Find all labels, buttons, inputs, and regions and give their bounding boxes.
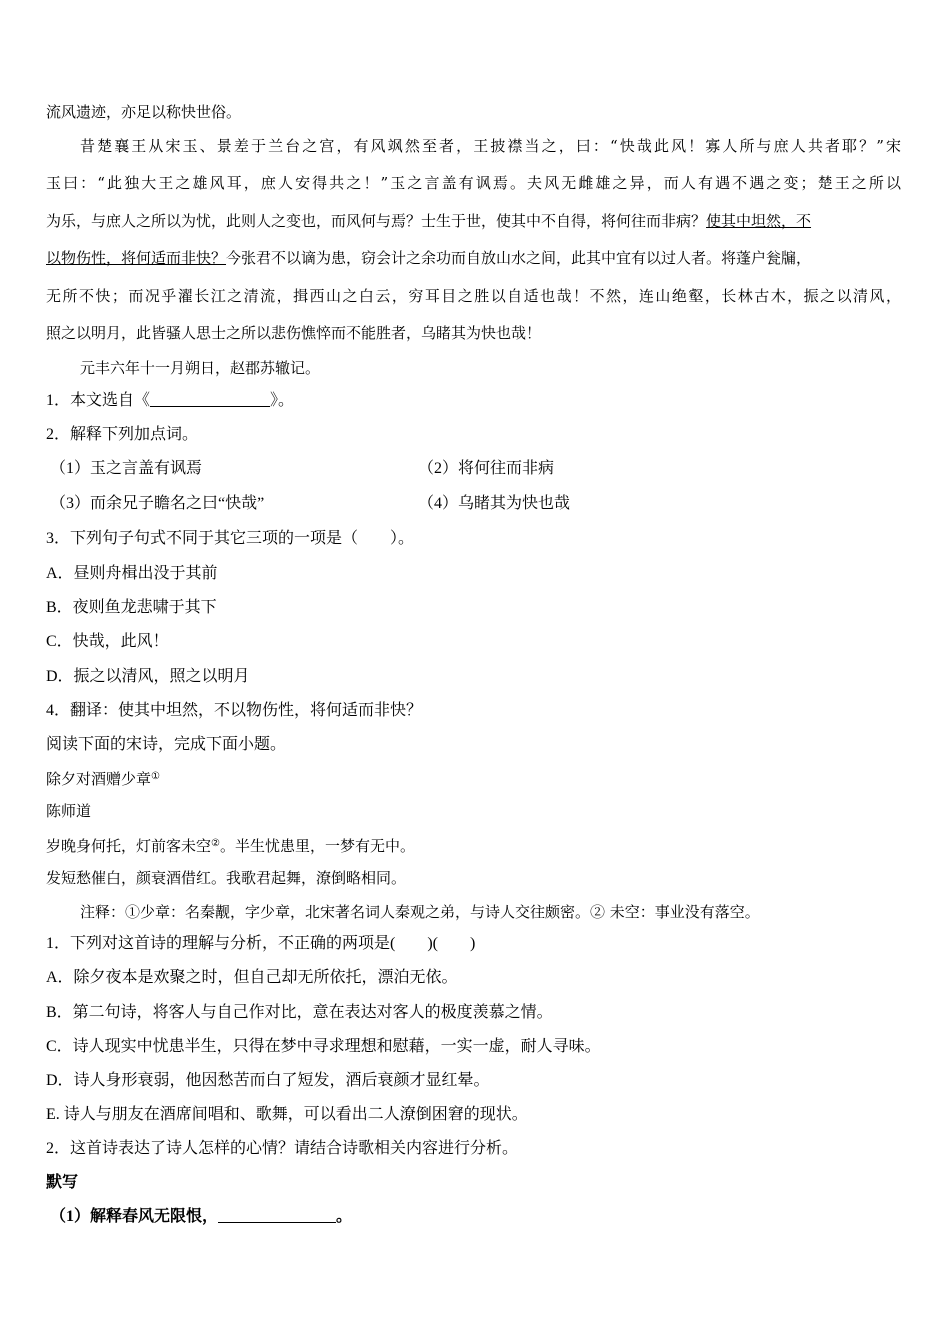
question-text: 》。: [270, 392, 295, 409]
question-2: 2．解释下列加点词。: [46, 426, 199, 443]
question-2-item: （1）玉之言盖有讽焉: [50, 460, 203, 477]
question-text: 。: [336, 1208, 353, 1225]
passage-line: [46, 248, 811, 268]
poem-line: 发短愁催白，颜衰酒借红。我歌君起舞，潦倒略相同。: [46, 869, 407, 887]
question-2-item: （2）将何往而非病: [418, 460, 555, 477]
poem-author: 陈师道: [46, 802, 92, 820]
passage-line: 流风遗迹，亦足以称快世俗。: [46, 103, 242, 121]
passage-line: 无所不快；而况乎濯长江之清流，揖西山之白云，穷耳目之胜以自适也哉！不然，连山绝壑，长林古木，振之以清风，: [46, 287, 901, 305]
underlined-sentence: 以物伤性，将何适而非快？: [46, 249, 227, 267]
poem-intro: 阅读下面的宋诗，完成下面小题。: [46, 736, 287, 753]
option-a: A．昼则舟楫出没于其前: [46, 565, 218, 582]
underlined-sentence: 使其中坦然，不: [706, 212, 812, 230]
poem-title: [46, 767, 160, 789]
footnote-marker: ①: [151, 771, 160, 782]
answer-blank[interactable]: [218, 1208, 336, 1223]
question-1: [46, 391, 294, 411]
passage-line: 照之以明月，此皆骚人思士之所以悲伤憔悴而不能胜者，乌睹其为快也哉！: [46, 324, 542, 342]
option-c: C．快哉，此风！: [46, 633, 169, 650]
option-e: E. 诗人与朋友在酒席间唱和、歌舞，可以看出二人潦倒困窘的现状。: [46, 1106, 528, 1123]
option-d: D．诗人身形衰弱，他因愁苦而白了短发，酒后衰颜才显红晕。: [46, 1072, 490, 1089]
footnote-marker: ②: [211, 838, 220, 849]
question-4: 4．翻译：使其中坦然，不以物伤性，将何适而非快？: [46, 702, 423, 719]
option-b: B．夜则鱼龙悲啸于其下: [46, 599, 217, 616]
section-heading: 默写: [46, 1174, 79, 1191]
passage-text: 为乐，与庶人之所以为忧，此则人之变也，而风何与焉？士生于世，使其中不自得，将何往而非病？: [46, 212, 707, 230]
option-b: B．第二句诗，将客人与自己作对比，意在表达对客人的极度羡慕之情。: [46, 1004, 553, 1021]
question-text: （1）解释春风无限恨，: [50, 1208, 219, 1225]
poem-question-1: 1．下列对这首诗的理解与分析，不正确的两项是( )( ): [46, 935, 476, 952]
poem-notes: 注释：①少章：名秦觏，字少章，北宋著名词人秦观之弟，与诗人交往颇密。② 未空：事业没有落空。: [80, 903, 760, 921]
option-a: A．除夕夜本是欢聚之时，但自己却无所依托，漂泊无依。: [46, 969, 458, 986]
option-d: D．振之以清风，照之以明月: [46, 668, 250, 685]
poem-question-2: 2．这首诗表达了诗人怎样的心情？请结合诗歌相关内容进行分析。: [46, 1140, 519, 1157]
question-2-item: （4）乌睹其为快也哉: [418, 495, 571, 512]
passage-date: 元丰六年十一月朔日，赵郡苏辙记。: [80, 359, 321, 377]
poem-text: 岁晚身何托，灯前客未空: [46, 837, 212, 855]
question-2-item: （3）而余兄子瞻名之曰“快哉”: [50, 495, 265, 512]
passage-line: [46, 211, 901, 231]
question-text: 1．本文选自《: [46, 392, 151, 409]
option-c: C．诗人现实中忧患半生，只得在梦中寻求理想和慰藉，一实一虚，耐人寻味。: [46, 1038, 601, 1055]
answer-blank[interactable]: [150, 392, 270, 407]
passage-text: 今张君不以谪为患，窃会计之余功而自放山水之间，此其中宜有以过人者。将蓬户瓮牖，: [226, 249, 812, 267]
poem-line: [46, 834, 415, 856]
poem-text: 。半生忧患里，一梦有无中。: [219, 837, 415, 855]
dictation-question: [50, 1207, 352, 1227]
poem-title-text: 除夕对酒赠少章: [46, 770, 152, 788]
passage-line: 玉曰：“此独大王之雄风耳，庶人安得共之！”玉之言盖有讽焉。夫风无雌雄之异，而人有遇不遇之变；楚王之所以: [46, 174, 901, 192]
passage-line: 昔楚襄王从宋玉、景差于兰台之宫，有风飒然至者，王披襟当之，曰：“快哉此风！寡人所与庶人共者耶？”宋: [80, 137, 901, 155]
question-3: 3．下列句子句式不同于其它三项的一项是（ ）。: [46, 530, 415, 547]
